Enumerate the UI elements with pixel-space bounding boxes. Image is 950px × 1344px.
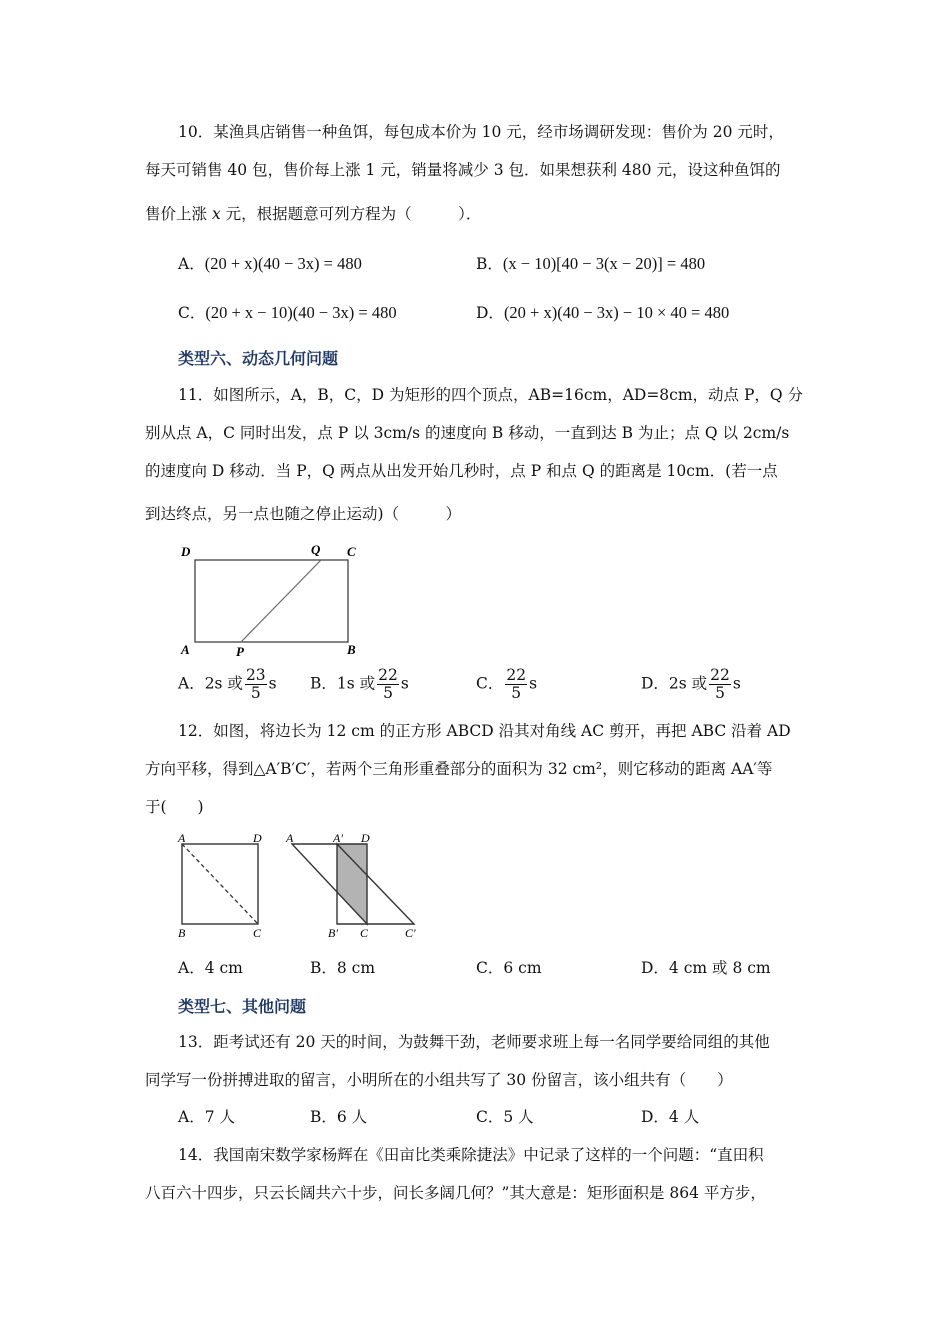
q10-option-a: A．(20 + x)(40 − 3x) = 480 <box>178 254 362 273</box>
q10-line-3: 售价上涨 x 元，根据题意可列方程为（ ）． <box>145 205 482 223</box>
q13-option-d: D．4 人 <box>641 1108 700 1126</box>
label-q: Q <box>311 542 321 557</box>
segment-pq <box>241 560 321 642</box>
q12-option-a: A．4 cm <box>178 959 243 977</box>
label-p: P <box>236 644 244 659</box>
q11-option-b: B．1s 或 $\frac{22}{5}$ s <box>310 666 409 702</box>
q10-option-b: B．(x − 10)[40 − 3(x − 20)] = 480 <box>476 254 706 273</box>
q12-option-d: D．4 cm 或 8 cm <box>641 959 771 977</box>
q13-option-a: A．7 人 <box>178 1108 235 1126</box>
rectangle-outline <box>195 560 348 642</box>
q14-line-2: 八百六十四步，只云长阔共六十步，问长多阔几何？”其大意是：矩形面积是 864 平方步， <box>145 1184 766 1202</box>
q10-option-d: D．(20 + x)(40 − 3x) − 10 × 40 = 480 <box>476 303 730 322</box>
label-a: A <box>181 642 190 657</box>
overlap-region <box>337 844 367 924</box>
label-a: A <box>286 831 294 845</box>
q12-line-3: 于( ) <box>145 798 204 816</box>
q12-line-2: 方向平移，得到△A′B′C′，若两个三角形重叠部分的面积为 32 cm²，则它移动的距离 AA′等 <box>145 760 773 778</box>
label-c: C <box>347 544 356 559</box>
q12-option-c: C．6 cm <box>476 959 542 977</box>
q11-line-1: 11．如图所示，A，B，C，D 为矩形的四个顶点，AB=16cm，AD=8cm，动点 P，Q 分 <box>178 386 804 404</box>
label-a: A <box>178 831 186 845</box>
q10-option-c: C．(20 + x − 10)(40 − 3x) = 480 <box>178 303 397 322</box>
q11-option-d: D．2s 或 $\frac{22}{5}$ s <box>641 666 741 702</box>
q12-option-b: B．8 cm <box>310 959 376 977</box>
label-b: B <box>347 642 356 657</box>
q11-line-2: 别从点 A，C 同时出发，点 P 以 3cm/s 的速度向 B 移动，一直到达 B 为止；点 Q 以 2cm/s <box>145 424 790 442</box>
label-c-prime: C′ <box>405 926 416 940</box>
label-d: D <box>361 831 370 845</box>
label-c: C <box>360 926 369 940</box>
q10-line-2: 每天可销售 40 包，售价每上涨 1 元，销量将减少 3 包．如果想获利 480 元，设这种鱼饵的 <box>145 161 781 179</box>
q11-option-c: C． $\frac{22}{5}$ s <box>476 666 538 702</box>
diagonal-ac <box>182 844 258 924</box>
label-d: D <box>181 544 191 559</box>
q11-option-a: A．2s 或 $\frac{23}{5}$ s <box>178 666 277 702</box>
label-b: B <box>178 926 186 940</box>
q13-option-c: C．5 人 <box>476 1108 534 1126</box>
label-d: D <box>253 831 262 845</box>
label-b-prime: B′ <box>328 926 338 940</box>
translated-triangles-figure <box>282 830 432 942</box>
q10-line-1: 10．某渔具店销售一种鱼饵，每包成本价为 10 元，经市场调研发现：售价为 20 元时， <box>178 123 784 141</box>
q11-line-3: 的速度向 D 移动．当 P，Q 两点从出发开始几秒时，点 P 和点 Q 的距离是 10cm．(若一点 <box>145 462 778 480</box>
q13-option-b: B．6 人 <box>310 1108 368 1126</box>
q11-line-4: 到达终点，另一点也随之停止运动)（ ） <box>145 505 462 523</box>
q13-line-1: 13．距考试还有 20 天的时间，为鼓舞干劲，老师要求班上每一名同学要给同组的其他 <box>178 1033 770 1051</box>
rectangle-abcd-figure <box>175 538 365 660</box>
label-a-prime: A′ <box>333 831 343 845</box>
q13-line-2: 同学写一份拼搏进取的留言，小明所在的小组共写了 30 份留言，该小组共有（ ） <box>145 1071 733 1089</box>
q14-line-1: 14．我国南宋数学家杨辉在《田亩比类乘除捷法》中记录了这样的一个问题：“直田积 <box>178 1146 764 1164</box>
section-heading-7: 类型七、其他问题 <box>178 997 307 1016</box>
label-c: C <box>253 926 262 940</box>
section-heading-6: 类型六、动态几何问题 <box>178 349 339 368</box>
q12-line-1: 12．如图，将边长为 12 cm 的正方形 ABCD 沿其对角线 AC 剪开，再把 ABC 沿着 AD <box>178 722 791 740</box>
square-abcd-figure <box>172 830 272 942</box>
